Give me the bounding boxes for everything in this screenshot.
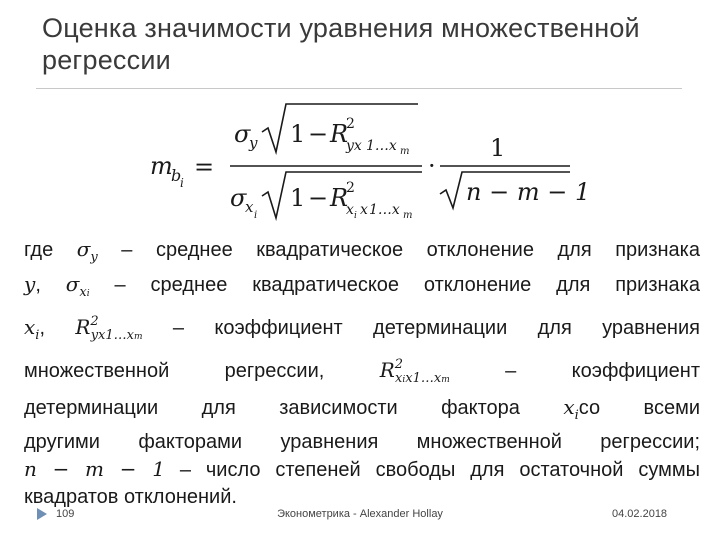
symbol-y: y xyxy=(24,272,36,296)
explanation-line-3 xyxy=(24,308,700,351)
formula-num-one: 1 xyxy=(290,120,306,148)
text-segment: – коэффициент детерминации для уравнения xyxy=(142,317,700,339)
symbol-sigma: σ xyxy=(65,272,80,296)
symbol-sup: 2 xyxy=(394,357,404,372)
sigma-xi-symbol xyxy=(65,272,90,300)
formula-den-R-sub-rest: 1…x xyxy=(369,202,400,218)
symbol-xi xyxy=(24,315,40,343)
formula-num-minus: − xyxy=(308,120,329,148)
formula-num-sigma: σ xyxy=(234,120,251,148)
symbol-sub-x: x xyxy=(395,371,403,386)
formula-right-expr: n − m − 1 xyxy=(466,178,590,206)
symbol-x: x xyxy=(563,395,575,419)
symbol-sub-yx: yx xyxy=(90,328,106,343)
explanation-line-6: другими факторами уравнения множественной регрессии; xyxy=(24,431,700,453)
formula-num-sigma-sub: y xyxy=(249,134,258,152)
formula-den-one: 1 xyxy=(290,184,306,212)
symbol-sub-m: m xyxy=(441,375,450,385)
symbol-x: x xyxy=(79,285,87,300)
symbol-R2-yx xyxy=(75,314,143,343)
formula-den-sigma-subsub: i xyxy=(254,210,258,221)
formula-den-minus: − xyxy=(308,184,329,212)
formula-den-sigma-sub: x xyxy=(245,198,254,216)
symbol-sub: y xyxy=(90,250,98,265)
explanation-line-1 xyxy=(24,236,700,271)
symbol-sub: i xyxy=(574,408,579,423)
symbol-sub-rest: 1…x xyxy=(412,371,442,386)
text-segment: – среднее квадратическое отклонение для признака xyxy=(97,239,700,261)
slide-footer xyxy=(0,504,720,528)
explanation-line-8: квадратов отклонений. xyxy=(24,486,237,508)
formula-lhs-sub: b xyxy=(171,166,182,185)
explanation-line-4 xyxy=(24,351,700,394)
explanation-line-7 xyxy=(24,456,700,484)
explanation-line-2 xyxy=(24,271,700,308)
symbol-R2-xi xyxy=(379,357,450,386)
formula-num-R: R xyxy=(330,120,349,148)
text-segment: где xyxy=(24,239,77,261)
symbol-sub xyxy=(79,285,89,300)
formula-num-R-sub: yx xyxy=(346,138,362,154)
symbol-i: i xyxy=(86,289,90,299)
text-segment: со всеми xyxy=(578,397,700,419)
formula-lhs: m xyxy=(150,152,173,180)
symbol-sub xyxy=(91,328,143,343)
formula-right-one: 1 xyxy=(490,134,506,162)
symbol-xi xyxy=(563,395,579,423)
formula-den-R-sub-i: i xyxy=(354,211,357,221)
text-segment: – коэффициент xyxy=(449,360,700,382)
formula-den-R-sub: x xyxy=(346,202,354,218)
formula-m-bi xyxy=(150,100,590,228)
symbol-sup: 2 xyxy=(90,314,99,329)
formula-den-R: R xyxy=(330,184,349,212)
text-segment: – среднее квадратическое отклонение для признака xyxy=(89,274,700,296)
title-divider xyxy=(36,88,682,89)
page-number: 109 xyxy=(56,508,75,520)
explanation-text xyxy=(24,236,700,511)
symbol-sub-x2: x xyxy=(405,371,413,386)
symbol-n-m-1: n − m − 1 xyxy=(24,457,165,481)
footer-date: 04.02.2018 xyxy=(612,508,668,520)
formula-den-R-sup: 2 xyxy=(346,180,355,196)
text-segment: – число степеней свободы для остаточной суммы xyxy=(164,459,700,481)
symbol-sub-i: i xyxy=(402,375,406,385)
formula-equals: = xyxy=(194,153,215,181)
symbol-sub xyxy=(395,371,450,386)
text-segment: множественной регрессии, xyxy=(24,360,380,382)
text-segment: детерминации для зависимости фактора xyxy=(24,397,564,419)
symbol-sub-tail: 1…x xyxy=(105,328,134,343)
symbol-sub-m: m xyxy=(134,332,143,342)
footer-course-author: Эконометрика - Alexander Hollay xyxy=(277,508,443,520)
slide-title: Оценка значимости уравнения множественной регрессии xyxy=(42,13,640,75)
symbol-x: x xyxy=(24,315,36,339)
explanation-line-5 xyxy=(24,394,700,429)
sigma-y-symbol xyxy=(76,237,98,265)
formula-num-R-sub-tail: 1…x xyxy=(366,138,397,154)
text-segment: , xyxy=(35,274,66,296)
formula-num-R-sub-m: m xyxy=(400,146,410,157)
formula-num-R-sup: 2 xyxy=(346,116,355,132)
symbol-sigma: σ xyxy=(76,237,91,261)
symbol-R: R xyxy=(75,315,91,339)
symbol-sub: i xyxy=(35,328,40,343)
formula-den-R-sub-m: m xyxy=(403,210,413,221)
formula-multiply-dot: · xyxy=(428,152,436,180)
text-segment: , xyxy=(39,317,76,339)
formula-lhs-subsub: i xyxy=(180,176,184,190)
formula-den-R-sub-x: x xyxy=(360,202,368,218)
symbol-R: R xyxy=(379,358,395,382)
formula-den-sigma: σ xyxy=(230,184,247,212)
